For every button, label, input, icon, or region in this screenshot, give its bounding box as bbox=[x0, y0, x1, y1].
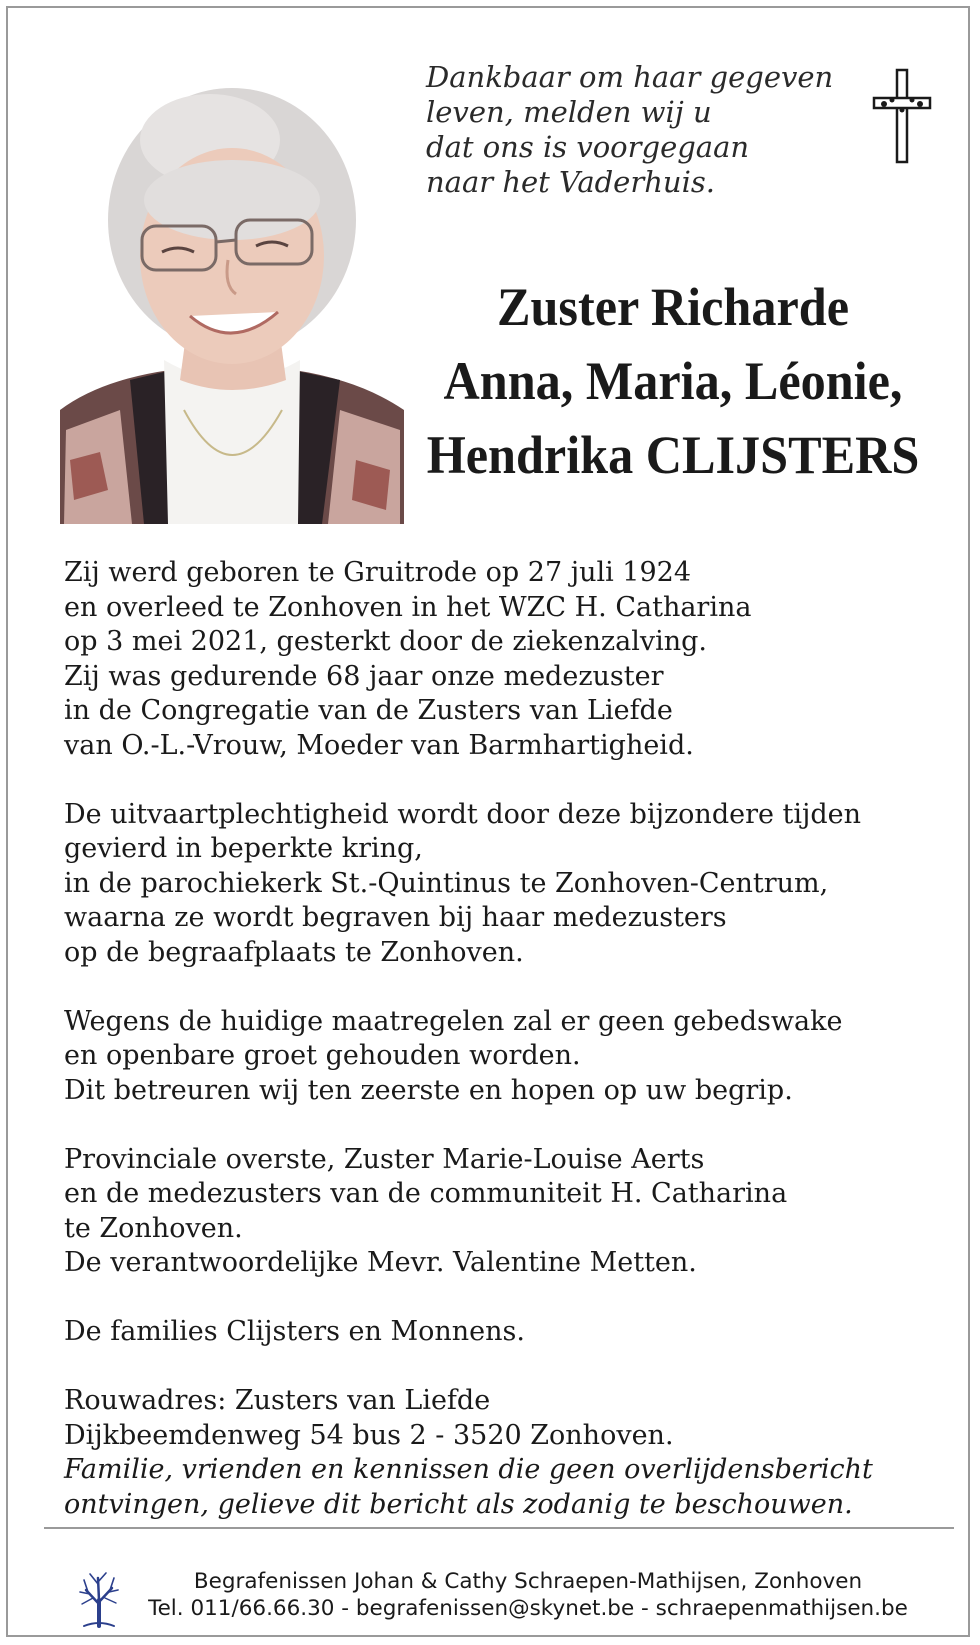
notice-body bbox=[64, 556, 944, 1522]
name-line: Hendrika CLIJSTERS bbox=[426, 425, 920, 485]
body-line: te Zonhoven. bbox=[64, 1212, 243, 1244]
tree-icon bbox=[76, 1570, 122, 1628]
body-line: in de parochiekerk St.-Quintinus te Zonhoven-Centrum, bbox=[64, 867, 829, 899]
body-line: De verantwoordelijke Mevr. Valentine Metten. bbox=[64, 1247, 697, 1278]
paragraph-families bbox=[64, 1315, 944, 1350]
paragraph-measures bbox=[64, 1005, 944, 1109]
body-line: en openbare groet gehouden worden. bbox=[64, 1040, 581, 1071]
paragraph-community bbox=[64, 1143, 944, 1281]
intro-text bbox=[426, 60, 834, 200]
paragraph-funeral bbox=[64, 798, 944, 971]
address-line: Dijkbeemdenweg 54 bus 2 - 3520 Zonhoven. bbox=[64, 1419, 674, 1451]
intro-line: Dankbaar om haar gegeven bbox=[426, 60, 834, 94]
body-line: in de Congregatie van de Zusters van Liefde bbox=[64, 695, 673, 726]
deceased-name bbox=[422, 270, 924, 492]
body-line: en de medezusters van de communiteit H. Catharina bbox=[64, 1178, 788, 1209]
name-line: Anna, Maria, Léonie, bbox=[443, 351, 903, 411]
name-line: Zuster Richarde bbox=[496, 277, 849, 337]
intro-line: dat ons is voorgegaan bbox=[426, 130, 750, 164]
body-line: Zij was gedurende 68 jaar onze medezuster bbox=[64, 660, 664, 692]
body-line: Zij werd geboren te Gruitrode op 27 juli 1924 bbox=[64, 557, 692, 588]
paragraph-address bbox=[64, 1384, 944, 1522]
intro-line: leven, melden wij u bbox=[426, 95, 712, 129]
footer-divider bbox=[44, 1527, 954, 1529]
body-line: op 3 mei 2021, gesterkt door de ziekenzalving. bbox=[64, 626, 708, 657]
note-line: Familie, vrienden en kennissen die geen overlijdensbericht bbox=[64, 1454, 873, 1485]
body-line: Provinciale overste, Zuster Marie-Louise Aerts bbox=[64, 1143, 705, 1175]
address-line: Rouwadres: Zusters van Liefde bbox=[64, 1385, 491, 1416]
funeral-home-name: Begrafenissen Johan & Cathy Schraepen-Mathijsen, Zonhoven bbox=[193, 1569, 863, 1594]
body-line: en overleed te Zonhoven in het WZC H. Catharina bbox=[64, 591, 752, 623]
body-line: op de begraafplaats te Zonhoven. bbox=[64, 936, 524, 968]
body-line: Wegens de huidige maatregelen zal er geen gebedswake bbox=[64, 1005, 843, 1037]
note-line: ontvingen, gelieve dit bericht als zodanig te beschouwen. bbox=[64, 1488, 853, 1520]
body-line: waarna ze wordt begraven bij haar medezusters bbox=[64, 902, 727, 933]
body-line: Dit betreuren wij ten zeerste en hopen op uw begrip. bbox=[64, 1074, 793, 1106]
paragraph-birth-death bbox=[64, 556, 944, 763]
body-line: gevierd in beperkte kring, bbox=[64, 833, 423, 864]
funeral-home-footer bbox=[128, 1568, 928, 1622]
portrait-photo bbox=[60, 80, 404, 524]
funeral-home-contact: Tel. 011/66.66.30 - begrafenissen@skynet.be - schraepenmathijsen.be bbox=[148, 1596, 908, 1621]
body-line: van O.-L.-Vrouw, Moeder van Barmhartigheid. bbox=[64, 729, 694, 761]
cross-icon bbox=[870, 68, 934, 168]
body-line: De uitvaartplechtigheid wordt door deze bijzondere tijden bbox=[64, 798, 862, 830]
death-notice-card bbox=[6, 6, 970, 1637]
body-line: De families Clijsters en Monnens. bbox=[64, 1316, 525, 1347]
intro-line: naar het Vaderhuis. bbox=[426, 165, 715, 199]
